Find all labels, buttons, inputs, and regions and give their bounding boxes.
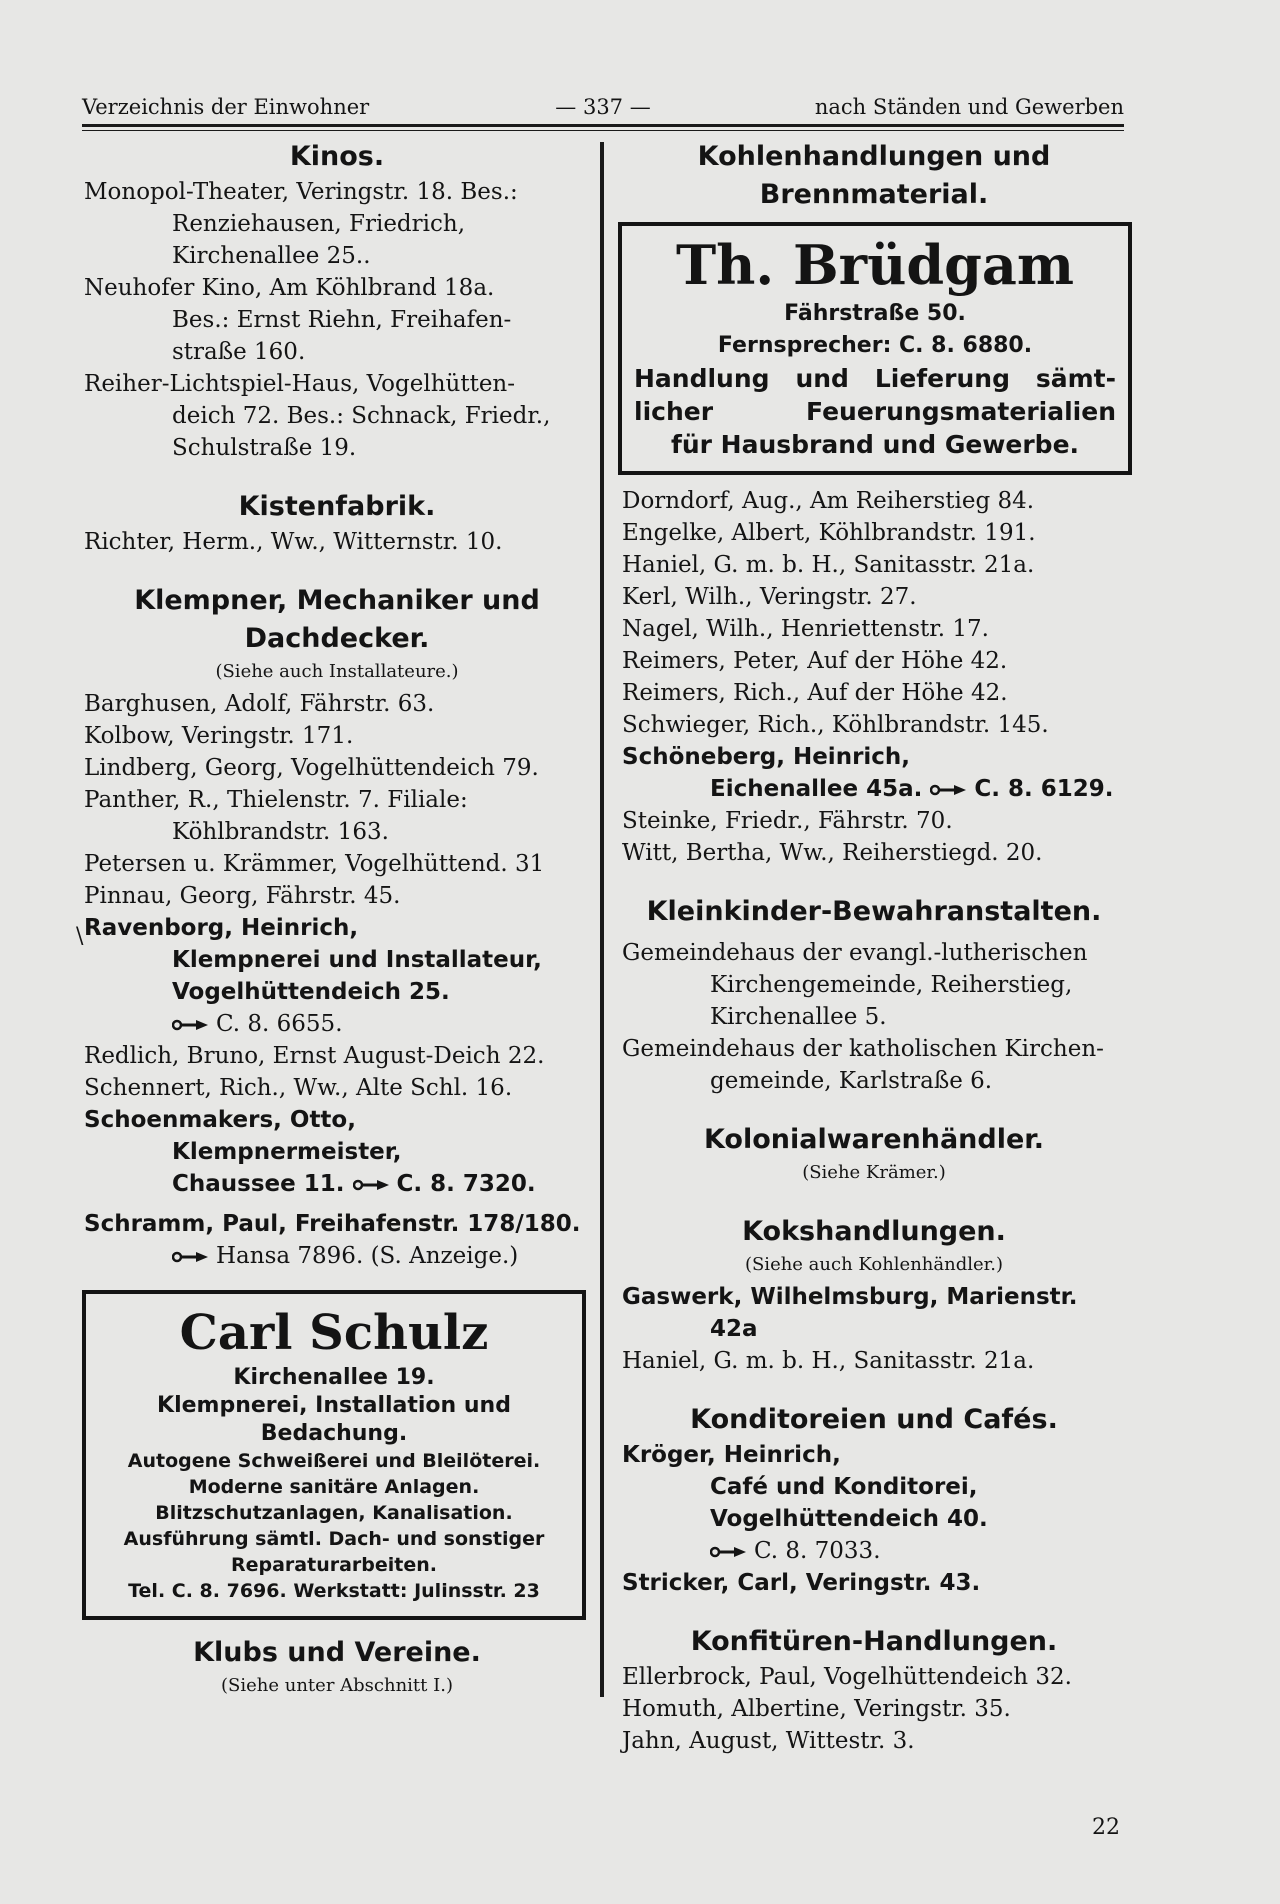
advert-schulz-line: Klempnerei, Installation und [157,1393,511,1418]
advert-bruedgam-line: licher Feuerungsmaterialien [634,397,1116,426]
entry-monopol: Monopol-Theater, Veringstr. 18. Bes.: [84,179,518,205]
header-right: nach Ständen und Gewerben [814,95,1124,119]
margin-mark: \ [76,924,84,949]
entry-pinnau: Pinnau, Georg, Fährstr. 45. [84,883,401,909]
heading-kinos: Kinos. [289,141,385,172]
advert-schulz-line: Ausführung sämtl. Dach- und sonstiger [123,1528,545,1550]
entry-reiher: Reiher-Lichtspiel-Haus, Vogelhütten- [84,371,516,397]
heading-konditoreien: Konditoreien und Cafés. [690,1404,1058,1435]
advert-carl-schulz [82,1290,586,1620]
heading-kohlen-2: Brennmaterial. [759,179,989,210]
entry-gaswerk: Gaswerk, Wilhelmsburg, Marienstr. 42a [622,1284,1078,1342]
advert-bruedgam-line: für Hausbrand und Gewerbe. [670,430,1080,459]
advert-bruedgam-line: Handlung und Lieferung sämt- [634,364,1116,393]
entry-cont: Café und Konditorei, [710,1474,978,1500]
entry-petersen: Petersen u. Krämmer, Vogelhüttend. 31 [84,851,545,877]
note-klubs: (Siehe unter Abschnitt I.) [221,1675,453,1696]
entry-neuhofer: Neuhofer Kino, Am Köhlbrand 18a. [84,275,495,301]
entry-kroeger: Kröger, Heinrich, [622,1442,841,1468]
entry-cont: Kirchenallee 25.. [172,243,371,269]
advert-schulz-line: Blitzschutzanlagen, Kanalisation. [155,1502,513,1524]
heading-kistenfabrik: Kistenfabrik. [238,491,436,522]
entry-cont: Bes.: Ernst Riehn, Freihafen- [172,307,512,333]
entry-ravenborg-phone: C. 8. 6655. [84,1008,590,1040]
entry-panther: Panther, R., Thielenstr. 7. Filiale: [84,787,468,813]
entry-cont: Klempnerei und Installateur, [172,947,542,973]
page-number: 22 [1092,1815,1120,1840]
note-kolonial: (Siehe Krämer.) [802,1162,946,1183]
heading-klempner-2: Dachdecker. [244,623,430,654]
header-rule-thin [82,130,1124,131]
entry-cont: gemeinde, Karlstraße 6. [710,1068,993,1094]
entry-cont: Vogelhüttendeich 25. [172,979,450,1005]
entry-gemeindehaus-evangl: Gemeindehaus der evangl.-lutherischen [622,940,1088,966]
entry-richter: Richter, Herm., Ww., Witternstr. 10. [84,529,503,555]
entry-haniel: Haniel, G. m. b. H., Sanitasstr. 21a. [622,552,1035,578]
entry-lindberg: Lindberg, Georg, Vogelhüttendeich 79. [84,755,539,781]
entry-cont: Schulstraße 19. [172,435,357,461]
entry-homuth: Homuth, Albertine, Veringstr. 35. [622,1696,1011,1722]
telephone-icon [930,783,968,797]
entry-schoenmakers: Schoenmakers, Otto, Klempnermeister, [84,1107,402,1165]
entry-stricker: Stricker, Carl, Veringstr. 43. [622,1570,981,1596]
entry-cont: Renziehausen, Friedrich, [172,211,466,237]
entry-jahn: Jahn, August, Wittestr. 3. [622,1728,915,1754]
right-column [622,138,1126,1757]
entry-reimers-rich: Reimers, Rich., Auf der Höhe 42. [622,680,1008,706]
advert-schulz-line: Reparaturarbeiten. [230,1554,437,1576]
heading-koks: Kokshandlungen. [742,1216,1006,1247]
advert-schulz-line: Tel. C. 8. 7696. Werkstatt: Julinsstr. 23 [128,1580,540,1602]
heading-kolonial: Kolonialwarenhändler. [703,1124,1045,1155]
advert-schulz-address: Kirchenallee 19. [233,1365,435,1390]
entry-ellerbrock: Ellerbrock, Paul, Vogelhüttendeich 32. [622,1664,1072,1690]
entry-engelke: Engelke, Albert, Köhlbrandstr. 191. [622,520,1036,546]
telephone-icon [710,1545,748,1559]
entry-barghusen: Barghusen, Adolf, Fährstr. 63. [84,691,435,717]
advert-schulz-name: Carl Schulz [179,1305,489,1361]
entry-dorndorf: Dorndorf, Aug., Am Reiherstieg 84. [622,488,1035,514]
entry-schramm-phone: Hansa 7896. (S. Anzeige.) [84,1240,590,1272]
telephone-icon [172,1018,210,1032]
entry-cont: deich 72. Bes.: Schnack, Friedr., [172,403,551,429]
entry-schoeneberg: Schöneberg, Heinrich, [622,744,911,770]
header-page-number: — 337 — [555,95,651,119]
entry-steinke: Steinke, Friedr., Fährstr. 70. [622,808,953,834]
entry-redlich: Redlich, Bruno, Ernst August-Deich 22. [84,1043,545,1069]
entry-witt: Witt, Bertha, Ww., Reiherstiegd. 20. [622,840,1043,866]
header-rule-thick [82,124,1124,127]
entry-cont: Köhlbrandstr. 163. [172,819,389,845]
entry-reimers-peter: Reimers, Peter, Auf der Höhe 42. [622,648,1008,674]
advert-bruedgam [618,222,1132,475]
entry-kroeger-phone: C. 8. 7033. [622,1535,1126,1567]
entry-cont: Kirchenallee 5. [710,1004,887,1030]
heading-klempner-1: Klempner, Mechaniker und [134,585,540,616]
entry-cont: straße 160. [172,339,306,365]
left-column [84,138,590,1702]
advert-bruedgam-phone: Fernsprecher: C. 8. 6880. [717,333,1033,358]
telephone-icon [172,1250,210,1264]
heading-klubs: Klubs und Vereine. [193,1637,481,1668]
column-separator [600,142,604,1697]
heading-konfitueren: Konfitüren-Handlungen. [690,1626,1058,1657]
note-klempner: (Siehe auch Installateure.) [215,661,459,682]
heading-kleinkinder: Kleinkinder-Bewahranstalten. [646,896,1102,927]
header-left: Verzeichnis der Einwohner [82,95,370,119]
entry-kerl: Kerl, Wilh., Veringstr. 27. [622,584,917,610]
advert-schulz-line: Moderne sanitäre Anlagen. [188,1476,480,1498]
entry-schoenmakers-cont: Chaussee 11. C. 8. 7320. [172,1171,536,1197]
advert-bruedgam-name: Th. Brüdgam [675,233,1075,297]
entry-nagel: Nagel, Wilh., Henriettenstr. 17. [622,616,989,642]
heading-kohlen-1: Kohlenhandlungen und [697,141,1051,172]
entry-cont: Vogelhüttendeich 40. [710,1506,988,1532]
entry-cont: Kirchengemeinde, Reiherstieg, [710,972,1073,998]
entry-schramm: Schramm, Paul, Freihafenstr. 178/180. [84,1211,581,1237]
entry-schoeneberg-cont: Eichenallee 45a. C. 8. 6129. [710,776,1114,802]
entry-kolbow: Kolbow, Veringstr. 171. [84,723,354,749]
advert-bruedgam-address: Fährstraße 50. [784,301,966,326]
entry-haniel-koks: Haniel, G. m. b. H., Sanitasstr. 21a. [622,1348,1035,1374]
entry-ravenborg: Ravenborg, Heinrich, [84,915,359,941]
advert-schulz-line: Autogene Schweißerei und Bleilöterei. [127,1450,541,1472]
entry-gemeindehaus-kath: Gemeindehaus der katholischen Kirchen- [622,1036,1104,1062]
advert-schulz-line: Bedachung. [260,1421,408,1446]
note-koks: (Siehe auch Kohlenhändler.) [744,1254,1004,1275]
entry-schennert: Schennert, Rich., Ww., Alte Schl. 16. [84,1075,513,1101]
running-header [82,92,1124,122]
entry-schwieger: Schwieger, Rich., Köhlbrandstr. 145. [622,712,1049,738]
telephone-icon [353,1178,391,1192]
